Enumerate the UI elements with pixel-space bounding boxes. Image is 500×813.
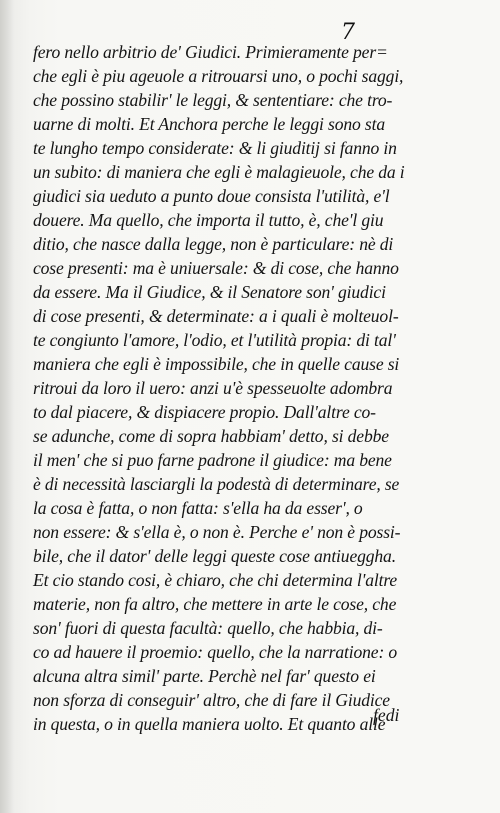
catchword: fedi <box>373 705 400 725</box>
text-line: cose presenti: ma è uniuersale: & di cose, che hanno <box>33 258 399 278</box>
page-gutter-shadow <box>0 0 14 813</box>
body-text <box>33 40 415 736</box>
text-line: giudici sia ueduto a punto doue consista l'utilità, e'l <box>33 186 390 206</box>
text-line: il men' che si puo farne padrone il giudice: ma bene <box>33 450 392 470</box>
text-line: materie, non fa altro, che mettere in arte le cose, che <box>33 594 397 614</box>
text-line: non sforza di conseguir' altro, che di fare il Giudice <box>33 690 390 710</box>
page-number: 7 <box>341 20 355 45</box>
text-line: to dal piacere, & dispiacere propio. Dall'altre co- <box>33 402 376 422</box>
text-line: la cosa è fatta, o non fatta: s'ella ha da esser', o <box>33 498 363 518</box>
text-line: co ad hauere il proemio: quello, che la narratione: o <box>33 642 398 662</box>
text-line: che egli è piu ageuole a ritrouarsi uno, o pochi saggi, <box>33 66 404 86</box>
text-line: Et cio stando cosi, è chiaro, che chi determina l'altre <box>33 570 398 590</box>
text-line: uarne di molti. Et Anchora perche le leggi sono sta <box>33 114 385 134</box>
text-line: bile, che il dator' delle leggi queste cose antiueggha. <box>33 546 396 566</box>
text-line: se adunche, come di sopra habbiam' detto, si debbe <box>33 426 389 446</box>
text-line: maniera che egli è impossibile, che in quelle cause si <box>33 354 400 374</box>
text-line: ditio, che nasce dalla legge, non è particulare: nè di <box>33 234 394 254</box>
text-line: te lungho tempo considerate: & li giuditij si fanno in <box>33 138 397 158</box>
text-line: ritroui da loro il uero: anzi u'è spesseuolte adombra <box>33 378 393 398</box>
text-line: fero nello arbitrio de' Giudici. Primieramente per= <box>33 42 388 62</box>
text-line: un subito: di maniera che egli è malagieuole, che da i <box>33 162 405 182</box>
text-line: da essere. Ma il Giudice, & il Senatore son' giudici <box>33 282 386 302</box>
text-line: son' fuori di questa facultà: quello, che habbia, di- <box>33 618 383 638</box>
text-line: che possino stabilir' le leggi, & sententiare: che tro- <box>33 90 393 110</box>
text-line: douere. Ma quello, che importa il tutto, è, che'l giu <box>33 210 384 230</box>
text-line: te congiunto l'amore, l'odio, et l'utilità propia: di tal' <box>33 330 396 350</box>
text-line: in questa, o in quella maniera uolto. Et quanto alle <box>33 714 386 734</box>
text-line: alcuna altra simil' parte. Perchè nel far' questo ei <box>33 666 376 686</box>
text-line: di cose presenti, & determinate: a i quali è molteuol- <box>33 306 399 326</box>
text-line: è di necessità lasciargli la podestà di determinare, se <box>33 474 400 494</box>
text-line: non essere: & s'ella è, o non è. Perche e' non è possi- <box>33 522 401 542</box>
